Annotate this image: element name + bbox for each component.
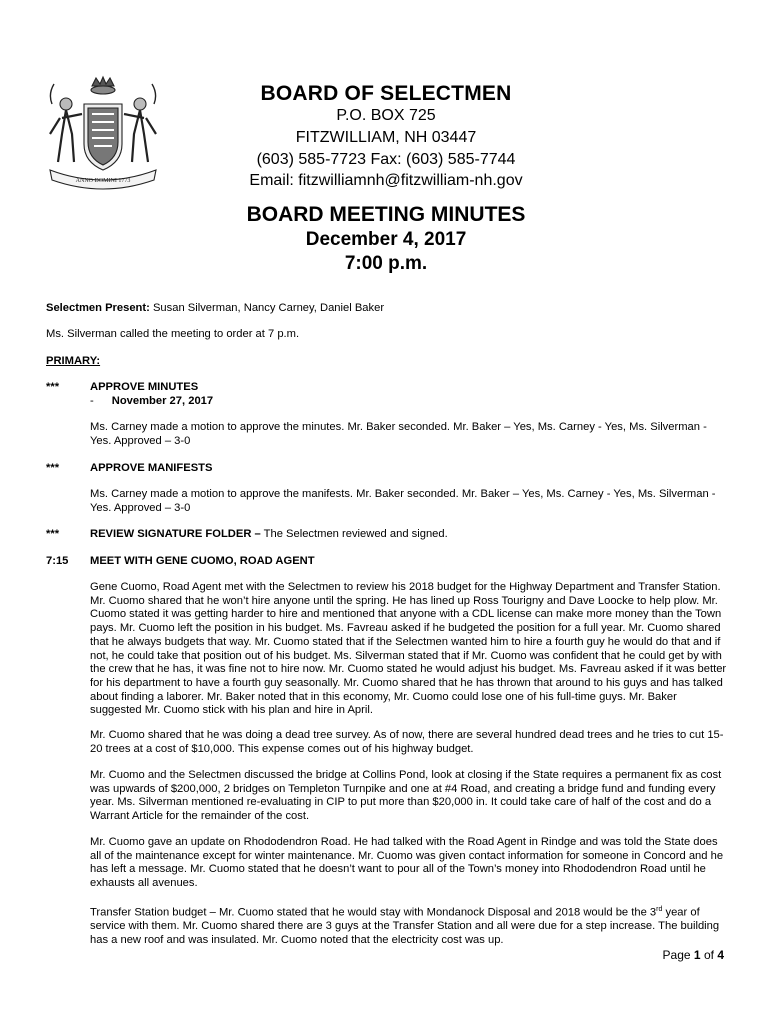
signature-folder-text: The Selectmen reviewed and signed. <box>260 528 448 540</box>
phone-fax: (603) 585-7723 Fax: (603) 585-7744 <box>256 151 516 168</box>
approve-minutes-text: Ms. Carney made a motion to approve the minutes. Mr. Baker seconded. Mr. Baker – Yes, Ms. Carney - Yes, Ms. Silverman - Yes. Approved – 3-0 <box>90 421 707 447</box>
email-line[interactable]: Email: fitzwilliamnh@fitzwilliam-nh.gov <box>249 172 523 189</box>
item-marker: *** <box>46 462 60 474</box>
item-marker: *** <box>46 528 60 540</box>
minutes-title: BOARD MEETING MINUTES <box>246 203 526 226</box>
city-address: FITZWILLIAM, NH 03447 <box>295 129 477 146</box>
present-label: Selectmen Present: <box>46 302 150 314</box>
approve-manifests-text: Ms. Carney made a motion to approve the manifests. Mr. Baker seconded. Mr. Baker – Yes, Ms. Carney - Yes, Ms. Silverman - Yes. Approved – 3-0 <box>90 488 716 514</box>
call-to-order: Ms. Silverman called the meeting to order at 7 p.m. <box>46 328 300 340</box>
signature-folder-title: REVIEW SIGNATURE FOLDER – <box>90 528 261 540</box>
signature-folder-item <box>90 528 730 542</box>
page-number: Page 1 of 4 <box>662 948 724 962</box>
road-agent-paragraph-1: Gene Cuomo, Road Agent met with the Selectmen to review his 2018 budget for the Highway Department and Transfer Station. Mr. Cuomo shared that he won’t hire anyone until the spring. He has lined up Ross Tourigny and Dave Loocke to help plow. Mr. Cuomo stated it was getting harder to hire and mentioned that anyone with a CDL license can make more money than the Town pays. Mr. Cuomo left the position in his budget. Ms. Favreau asked if he budgeted the position for a full year. Mr. Cuomo shared that he always budgets that way. Mr. Cuomo stated that if the Selectmen wanted him to hire a fourth guy he would do that and if not, he could take that position out of his budget. Ms. Silverman stated that if Mr. Cuomo was confident that he could get by with the crew that he has, it was fine not to hire now. Mr. Cuomo stated he would adjust his budget. Ms. Favreau asked if it was better for his department to have a fourth guy seasonally. Mr. Cuomo shared that he has thrown that around to his guys and has talked about finding a laborer. Mr. Baker noted that in this economy, Mr. Cuomo could lose one of his full-time guys. Mr. Baker suggested Mr. Cuomo stick with his plan and hire in April. <box>90 581 727 717</box>
road-agent-paragraph-2: Mr. Cuomo shared that he was doing a dead tree survey. As of now, there are several hundred dead trees and he tries to cut 15-20 trees at a cost of $10,000. This expense comes out of his highway budget. <box>90 729 724 755</box>
road-agent-paragraph-5: Transfer Station budget – Mr. Cuomo stated that he would stay with Mondanock Disposal and 2018 would be the 3rd year of service with them. Mr. Cuomo shared there are 3 guys at the Transfer Station and all were due for a step increase. The building has a new roof and was insulated. Mr. Cuomo noted that the electricity cost was up. <box>90 906 720 947</box>
po-box: P.O. BOX 725 <box>336 107 436 124</box>
town-seal-logo <box>44 74 162 194</box>
seal-banner-text: ANNO DOMINI 1773 <box>75 178 131 184</box>
road-agent-paragraph-3: Mr. Cuomo and the Selectmen discussed the bridge at Collins Pond, look at closing if the State requires a permanent fix as cost was upwards of $200,000, 2 bridges on Templeton Turnpike and one at #4 Road, and creating a bridge fund and funding every year. Ms. Silverman mentioned re-evaluating in CIP to put more than $20,000 in. It could take care of half of the cost and do a Warrant Article for the remainder of the cost. <box>90 769 722 823</box>
board-title: BOARD OF SELECTMEN <box>260 82 512 105</box>
primary-heading: PRIMARY: <box>46 355 101 367</box>
approve-manifests-title: APPROVE MANIFESTS <box>90 462 213 474</box>
item-time: 7:15 <box>46 555 69 567</box>
road-agent-title: MEET WITH GENE CUOMO, ROAD AGENT <box>90 555 315 567</box>
present-names: Susan Silverman, Nancy Carney, Daniel Baker <box>149 302 385 314</box>
item-marker: *** <box>46 381 60 393</box>
selectmen-present <box>46 302 736 316</box>
approve-minutes-subitem: - November 27, 2017 <box>90 395 214 407</box>
road-agent-paragraph-4: Mr. Cuomo gave an update on Rhododendron Road. He had talked with the Road Agent in Rindge and was told the State does all of the maintenance except for winter maintenance. Mr. Cuomo was given contact information for someone in Concord and he has left a message. Mr. Cuomo stated that he doesn’t want to pour all of the Town’s money into Rhododendron Road until he exhausts all avenues. <box>90 836 724 890</box>
meeting-date: December 4, 2017 <box>305 229 467 250</box>
meeting-time: 7:00 p.m. <box>344 253 428 274</box>
approve-minutes-title: APPROVE MINUTES <box>90 381 199 393</box>
